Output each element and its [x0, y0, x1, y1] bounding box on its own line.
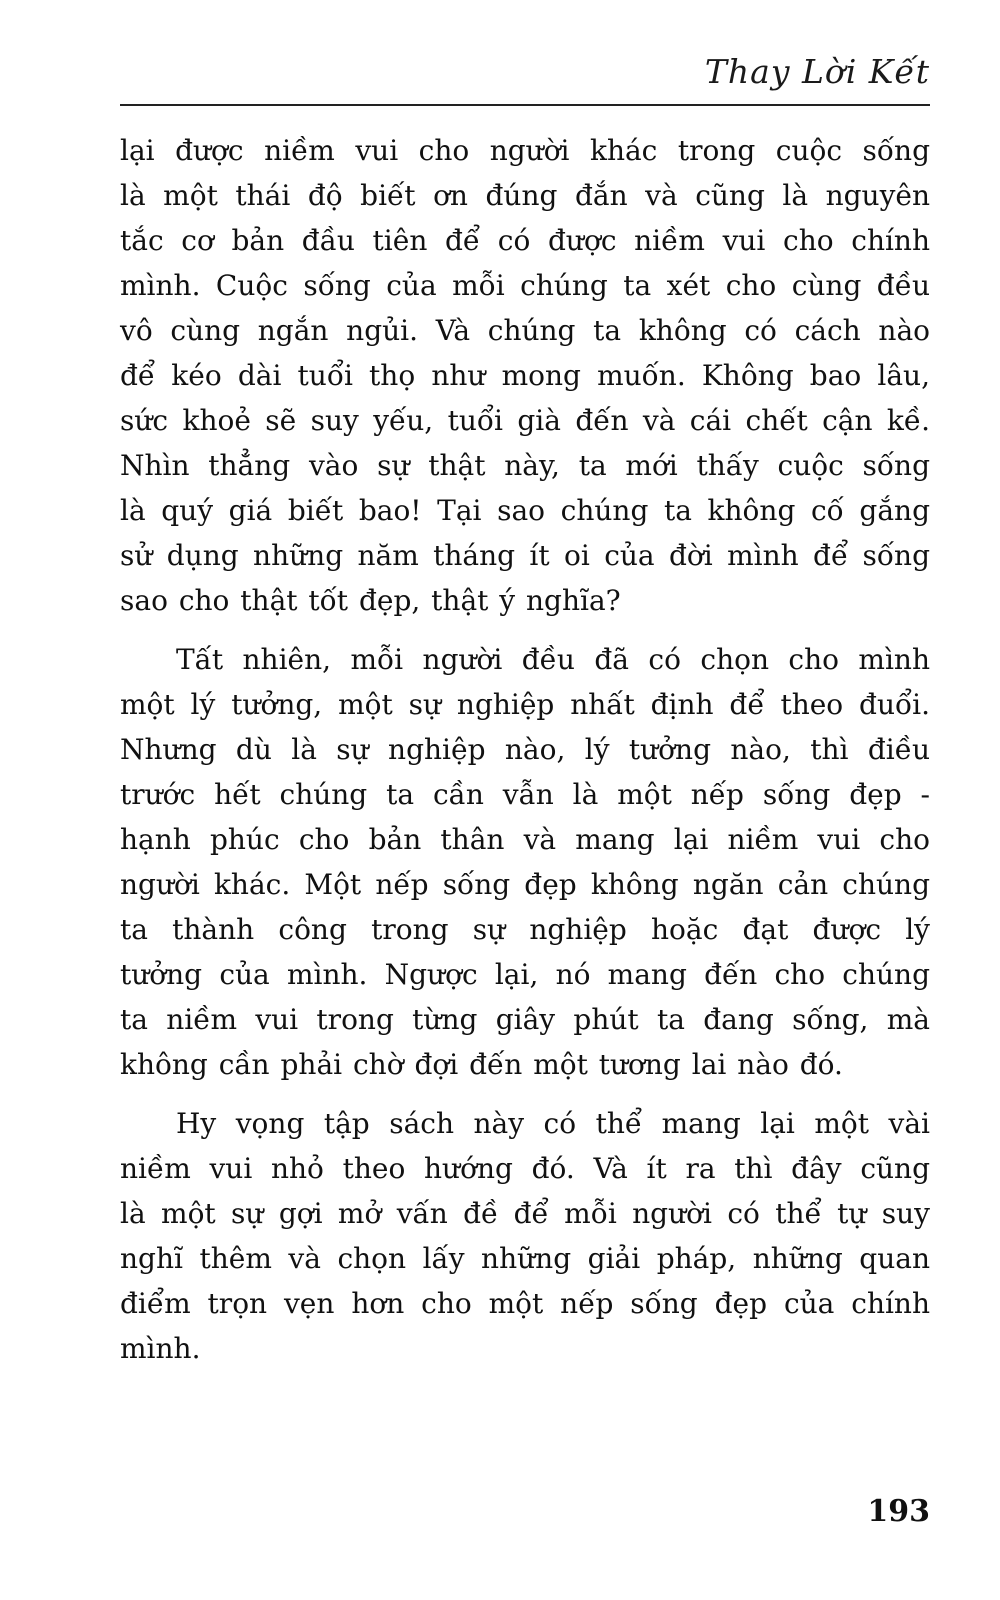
text-line: không cần phải chờ đợi đến một tương lai nào đó. — [120, 1048, 843, 1081]
text-line: tưởng của mình. Ngược lại, nó mang đến cho chúng — [120, 958, 930, 991]
text-line: sao cho thật tốt đẹp, thật ý nghĩa? — [120, 584, 621, 617]
text-line: là một sự gợi mở vấn đề để mỗi người có thể tự suy — [120, 1197, 930, 1230]
text-line: Hy vọng tập sách này có thể mang lại một vài — [176, 1107, 930, 1140]
text-line: là một thái độ biết ơn đúng đắn và cũng là nguyên — [120, 179, 930, 212]
running-header-title: Thay Lời Kết — [704, 52, 930, 91]
paragraph-2 — [120, 637, 930, 1087]
text-line: ta niềm vui trong từng giây phút ta đang sống, mà — [120, 1003, 930, 1036]
text-line: điểm trọn vẹn hơn cho một nếp sống đẹp của chính — [120, 1287, 930, 1320]
text-line: sử dụng những năm tháng ít oi của đời mình để sống — [120, 539, 930, 572]
text-line: Nhưng dù là sự nghiệp nào, lý tưởng nào, thì điều — [120, 733, 930, 766]
text-line: Tất nhiên, mỗi người đều đã có chọn cho mình — [176, 643, 930, 676]
text-line: ta thành công trong sự nghiệp hoặc đạt được lý — [120, 913, 930, 946]
text-line: hạnh phúc cho bản thân và mang lại niềm vui cho — [120, 823, 930, 856]
text-line: nghĩ thêm và chọn lấy những giải pháp, những quan — [120, 1242, 930, 1275]
text-line: trước hết chúng ta cần vẫn là một nếp sống đẹp - — [120, 778, 930, 811]
text-line: lại được niềm vui cho người khác trong cuộc sống — [120, 134, 930, 167]
text-line: mình. — [120, 1332, 201, 1365]
text-line: niềm vui nhỏ theo hướng đó. Và ít ra thì đây cũng — [120, 1152, 930, 1185]
text-line: vô cùng ngắn ngủi. Và chúng ta không có cách nào — [120, 314, 930, 347]
text-line: là quý giá biết bao! Tại sao chúng ta không cố gắng — [120, 494, 930, 527]
text-line: sức khoẻ sẽ suy yếu, tuổi già đến và cái chết cận kề. — [120, 404, 930, 437]
text-line: mình. Cuộc sống của mỗi chúng ta xét cho cùng đều — [120, 269, 930, 302]
paragraph-3 — [120, 1101, 930, 1371]
text-line: tắc cơ bản đầu tiên để có được niềm vui cho chính — [120, 224, 930, 257]
text-line: người khác. Một nếp sống đẹp không ngăn cản chúng — [120, 868, 930, 901]
text-line: một lý tưởng, một sự nghiệp nhất định để theo đuổi. — [120, 688, 930, 721]
body-text — [120, 128, 930, 1385]
header-rule — [120, 104, 930, 106]
text-line: Nhìn thẳng vào sự thật này, ta mới thấy cuộc sống — [120, 449, 930, 482]
page-number: 193 — [867, 1494, 930, 1529]
text-line: để kéo dài tuổi thọ như mong muốn. Không bao lâu, — [120, 359, 930, 392]
paragraph-1 — [120, 128, 930, 623]
